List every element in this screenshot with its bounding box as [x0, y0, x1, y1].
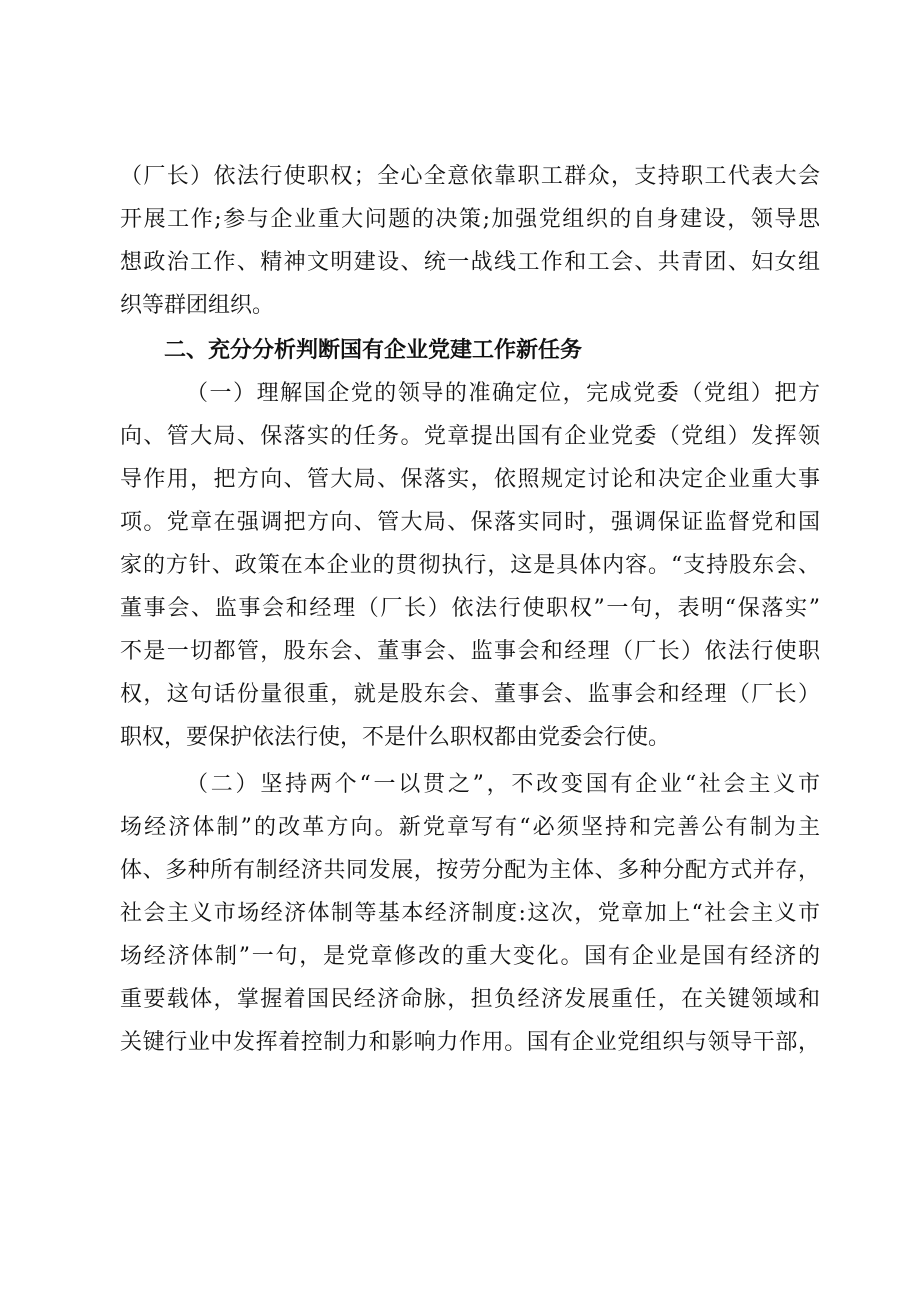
text-line: 社会主义市场经济体制等基本经济制度:这次，党章加上“社会主义市	[120, 901, 820, 926]
text-line: （一）理解国企党的领导的准确定位，完成党委（党组）把方	[186, 381, 820, 406]
paragraph	[120, 763, 820, 1064]
text-line: 导作用，把方向、管大局、保落实，依照规定讨论和决定企业重大事	[120, 467, 820, 492]
text-line: 权，这句话份量很重，就是股东会、董事会、监事会和经理（厂长）	[120, 682, 820, 707]
text-line: 家的方针、政策在本企业的贯彻执行，这是具体内容。“支持股东会、	[120, 553, 820, 578]
text-line: 项。党章在强调把方向、管大局、保落实同时，强调保证监督党和国	[120, 510, 820, 535]
section-heading: 二、充分分析判断国有企业党建工作新任务	[164, 338, 583, 363]
text-line: 体、多种所有制经济共同发展，按劳分配为主体、多种分配方式并存，	[120, 858, 820, 883]
text-line: （厂长）依法行使职权；全心全意依靠职工群众，支持职工代表大会	[120, 164, 820, 189]
text-line: 不是一切都管，股东会、董事会、监事会和经理（厂长）依法行使职	[120, 639, 820, 664]
text-line: 场经济体制”一句，是党章修改的重大变化。国有企业是国有经济的	[120, 944, 820, 969]
text-line: 重要载体，掌握着国民经济命脉，担负经济发展重任，在关键领域和	[120, 987, 820, 1012]
document-page	[120, 155, 820, 1064]
text-line: 职权，要保护依法行使，不是什么职权都由党委会行使。	[120, 725, 671, 750]
paragraph	[120, 155, 820, 327]
text-line: 向、管大局、保落实的任务。党章提出国有企业党委（党组）发挥领	[120, 424, 820, 449]
paragraph	[120, 372, 820, 759]
text-line: 场经济体制”的改革方向。新党章写有“必须坚持和完善公有制为主	[120, 815, 820, 840]
text-line: 董事会、监事会和经理（厂长）依法行使职权”一句，表明“保落实”	[120, 596, 820, 621]
text-line: （二）坚持两个“一以贯之”，不改变国有企业“社会主义市	[186, 772, 820, 797]
text-line: 关键行业中发挥着控制力和影响力作用。国有企业党组织与领导干部，	[120, 1030, 820, 1055]
text-line: 想政治工作、精神文明建设、统一战线工作和工会、共青团、妇女组	[120, 250, 820, 275]
text-line: 开展工作;参与企业重大问题的决策;加强党组织的自身建设，领导思	[120, 207, 820, 232]
text-line: 织等群团组织。	[120, 293, 275, 318]
